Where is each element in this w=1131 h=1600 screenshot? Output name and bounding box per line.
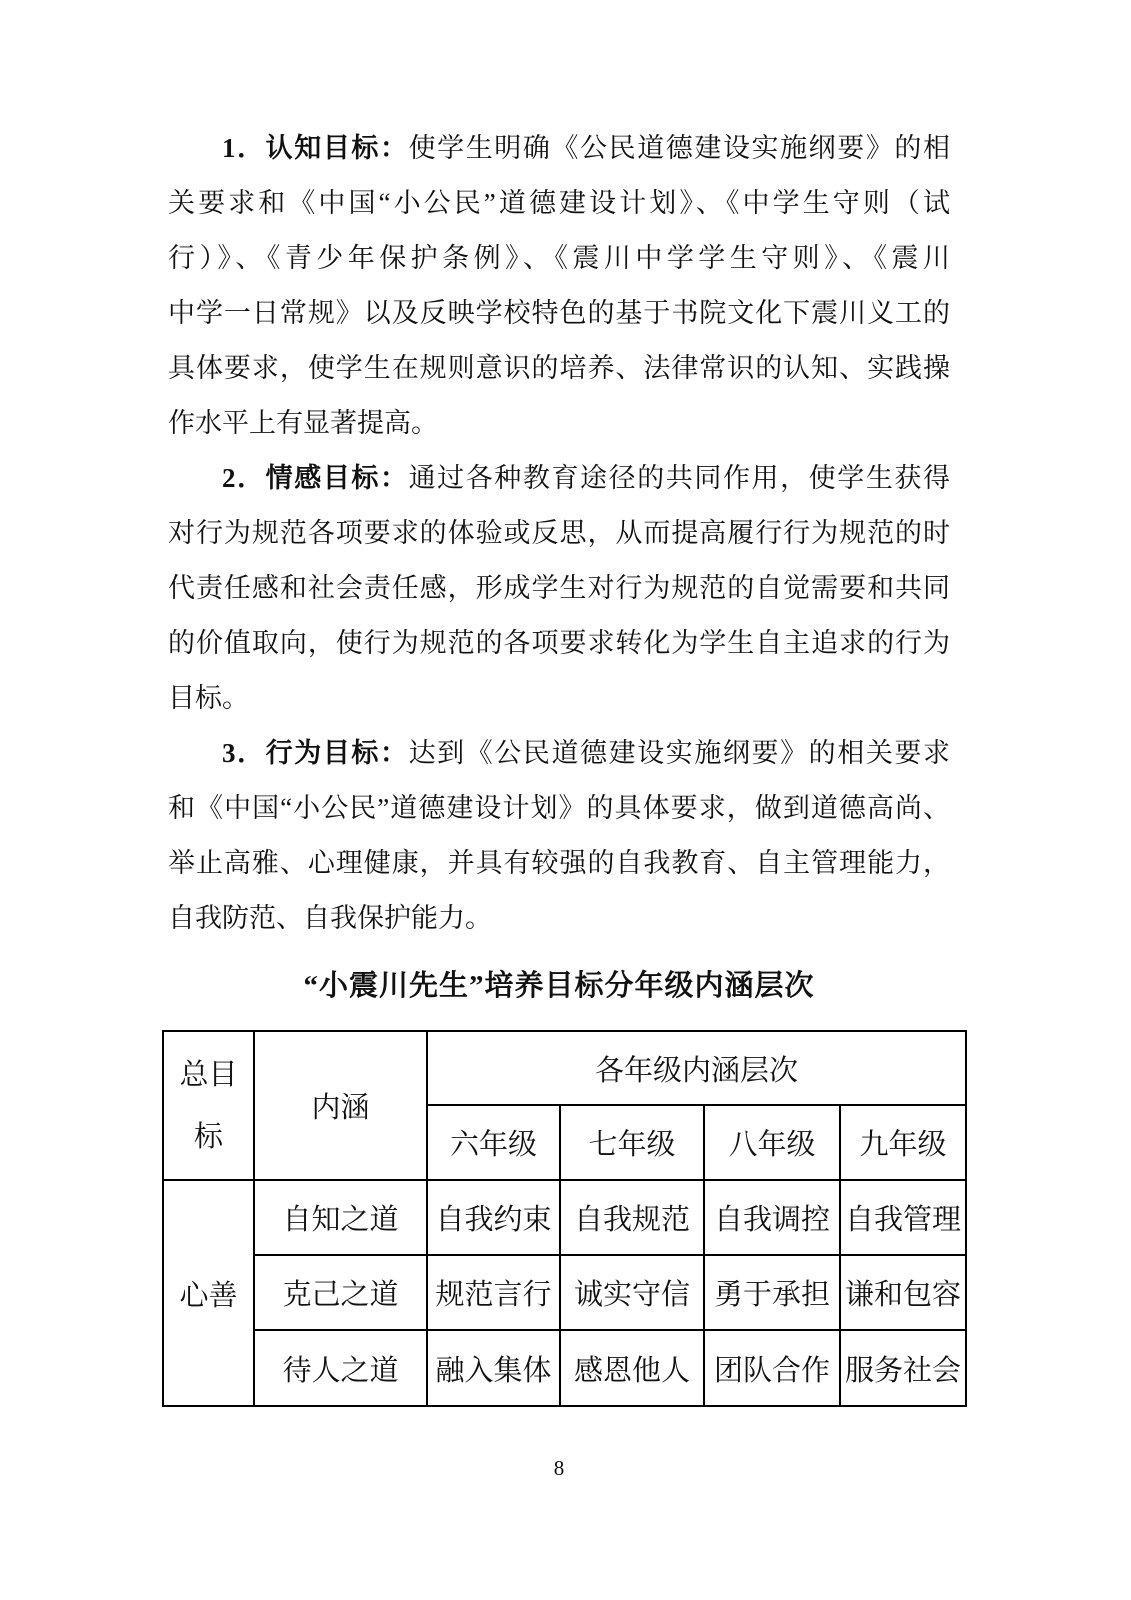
paragraph-affective-goal — [168, 451, 950, 726]
para-text: 达到《公民道德建设实施纲要》的相关要求 — [408, 738, 950, 768]
value-cell: 勇于承担 — [704, 1255, 840, 1330]
value-cell: 融入集体 — [427, 1330, 560, 1406]
body-text — [168, 121, 950, 946]
grade-header-cell: 九年级 — [840, 1105, 966, 1180]
dimension-header-cell: 内涵 — [254, 1031, 427, 1180]
para-line: 关要求和《中国“小公民”道德建设计划》、《中学生守则（试 — [168, 188, 950, 218]
value-cell: 团队合作 — [704, 1330, 840, 1406]
para-line: 行）》、《青少年保护条例》、《震川中学学生守则》、《震川 — [168, 243, 950, 273]
table-row — [163, 1180, 966, 1255]
dimension-cell: 克己之道 — [254, 1255, 427, 1330]
para-line: 对行为规范各项要求的体验或反思，从而提高履行行为规范的时 — [168, 518, 950, 548]
table-row — [163, 1330, 966, 1406]
paragraph-behavioral-goal — [168, 726, 950, 946]
para-text: 通过各种教育途径的共同作用，使学生获得 — [408, 463, 950, 493]
table-title: “小震川先生”培养目标分年级内涵层次 — [303, 970, 815, 1002]
para-line: 代责任感和社会责任感，形成学生对行为规范的自觉需要和共同 — [168, 573, 950, 603]
table-row — [163, 1255, 966, 1330]
grade-header-cell: 六年级 — [427, 1105, 560, 1180]
para-line: 具体要求，使学生在规则意识的培养、法律常识的认知、实践操 — [168, 353, 950, 383]
value-cell: 感恩他人 — [560, 1330, 704, 1406]
para-line: 和《中国“小公民”道德建设计划》的具体要求，做到道德高尚、 — [168, 793, 950, 823]
para-line: 的价值取向，使行为规范的各项要求转化为学生自主追求的行为 — [168, 628, 950, 658]
value-cell: 自我调控 — [704, 1180, 840, 1255]
grade-header-cell: 七年级 — [560, 1105, 704, 1180]
para-line — [168, 451, 950, 506]
table-header-row-1 — [163, 1031, 966, 1105]
objective-3-label: 3．行为目标： — [222, 738, 409, 768]
value-cell: 诚实守信 — [560, 1255, 704, 1330]
para-text: 使学生明确《公民道德建设实施纲要》的相 — [408, 133, 950, 163]
objective-2-label: 2．情感目标： — [222, 463, 409, 493]
value-cell: 规范言行 — [427, 1255, 560, 1330]
para-line — [168, 726, 950, 781]
grades-group-header-cell: 各年级内涵层次 — [427, 1031, 966, 1105]
para-line: 中学一日常规》以及反映学校特色的基于书院文化下震川义工的 — [168, 298, 950, 328]
value-cell: 谦和包容 — [840, 1255, 966, 1330]
row-group-cell: 心善 — [163, 1180, 254, 1406]
objective-1-label: 1．认知目标： — [222, 133, 409, 163]
para-line: 举止高雅、心理健康，并具有较强的自我教育、自主管理能力， — [168, 848, 950, 878]
grade-header-cell: 八年级 — [704, 1105, 840, 1180]
dimension-cell: 待人之道 — [254, 1330, 427, 1406]
value-cell: 自我约束 — [427, 1180, 560, 1255]
value-cell: 自我管理 — [840, 1180, 966, 1255]
value-cell: 服务社会 — [840, 1330, 966, 1406]
goals-table — [162, 1030, 967, 1407]
dimension-cell: 自知之道 — [254, 1180, 427, 1255]
value-cell: 自我规范 — [560, 1180, 704, 1255]
corner-header-cell: 总目标 — [163, 1031, 254, 1180]
paragraph-cognitive-goal — [168, 121, 950, 451]
para-line: 作水平上有显著提高。 — [168, 408, 438, 438]
para-line: 自我防范、自我保护能力。 — [168, 903, 492, 933]
para-line — [168, 121, 950, 176]
page-number: 8 — [553, 1456, 565, 1480]
para-line: 目标。 — [168, 683, 249, 713]
